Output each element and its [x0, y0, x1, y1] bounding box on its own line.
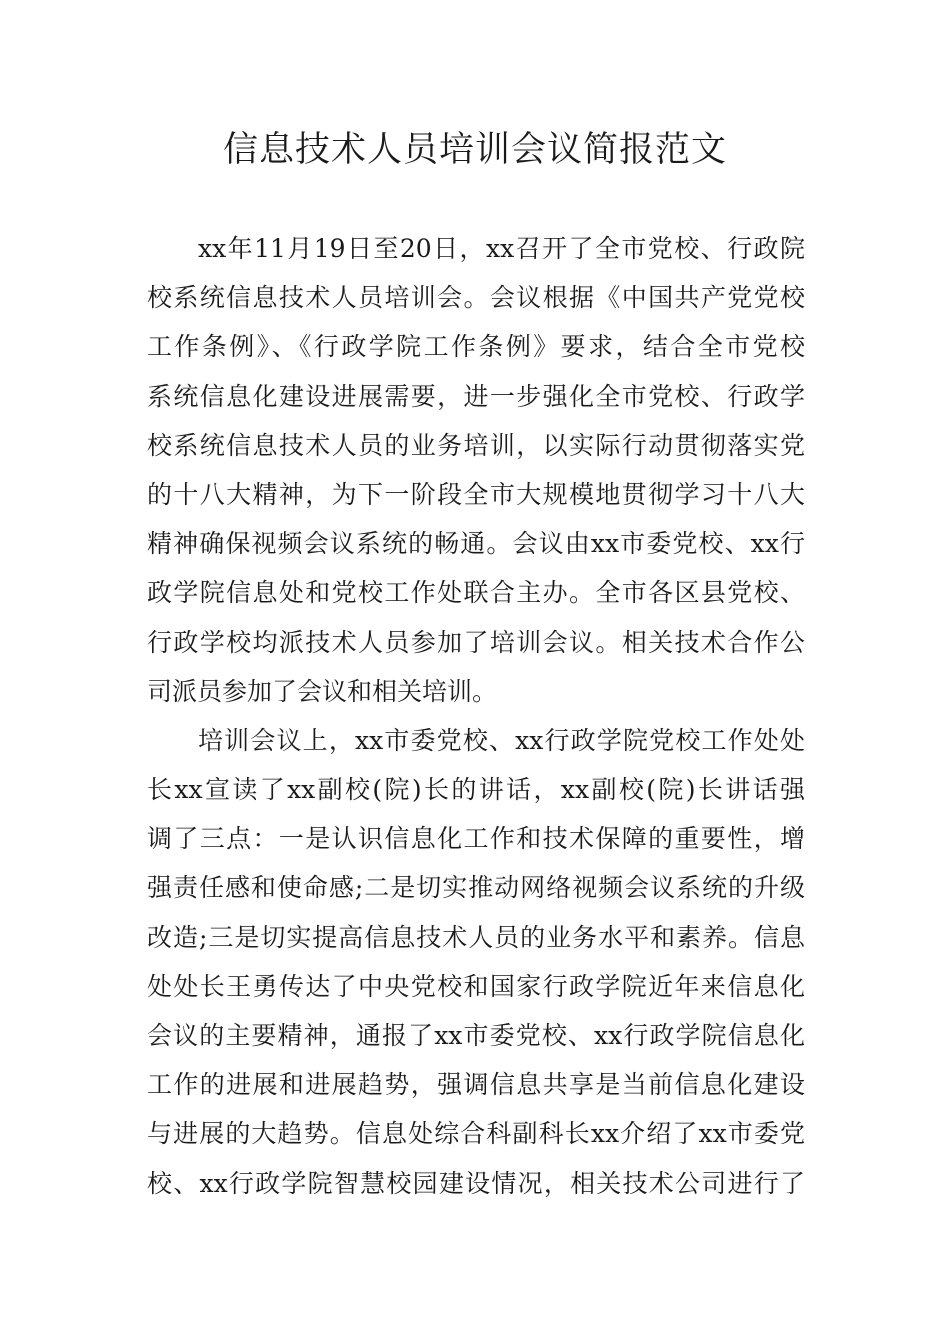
text-line: 与进展的大趋势。信息处综合科副科长xx介绍了xx市委党	[147, 1119, 805, 1149]
text-line: 精神确保视频会议系统的畅通。会议由xx市委党校、xx行	[147, 529, 805, 559]
text-line: 会议的主要精神，通报了xx市委党校、xx行政学院信息化	[147, 1021, 805, 1050]
paragraph	[147, 716, 805, 1208]
text-line: 司派员参加了会议和相关培训。	[147, 676, 498, 706]
document-title: 信息技术人员培训会议简报范文	[222, 130, 727, 170]
text-line: 行政学校均派技术人员参加了培训会议。相关技术合作公	[147, 627, 805, 657]
text-line: 培训会议上，xx市委党校、xx行政学院党校工作处处	[198, 725, 805, 755]
text-line: 系统信息化建设进展需要，进一步强化全市党校、行政学	[147, 381, 805, 411]
text-line: 强责任感和使命感;二是切实推动网络视频会议系统的升级	[147, 873, 805, 903]
text-line: 调了三点：一是认识信息化工作和技术保障的重要性，增	[147, 824, 805, 854]
text-line: xx年11月19日至20日，xx召开了全市党校、行政院	[198, 234, 805, 263]
text-line: 长xx宣读了xx副校(院)长的讲话，xx副校(院)长讲话强	[147, 775, 805, 805]
paragraph	[147, 224, 805, 716]
text-line: 工作条例》、《行政学院工作条例》要求，结合全市党校	[147, 332, 805, 362]
text-line: 改造;三是切实提高信息技术人员的业务水平和素养。信息	[147, 922, 805, 952]
text-line: 政学院信息处和党校工作处联合主办。全市各区县党校、	[147, 578, 805, 608]
text-line: 校、xx行政学院智慧校园建设情况，相关技术公司进行了	[147, 1168, 805, 1198]
document-body	[147, 224, 805, 1208]
text-line: 的十八大精神，为下一阶段全市大规模地贯彻学习十八大	[147, 479, 805, 509]
text-line: 校系统信息技术人员的业务培训，以实际行动贯彻落实党	[147, 430, 805, 460]
text-line: 处处长王勇传达了中央党校和国家行政学院近年来信息化	[147, 971, 805, 1001]
text-line: 校系统信息技术人员培训会。会议根据《中国共产党党校	[147, 283, 805, 313]
text-line: 工作的进展和进展趋势，强调信息共享是当前信息化建设	[147, 1070, 805, 1100]
